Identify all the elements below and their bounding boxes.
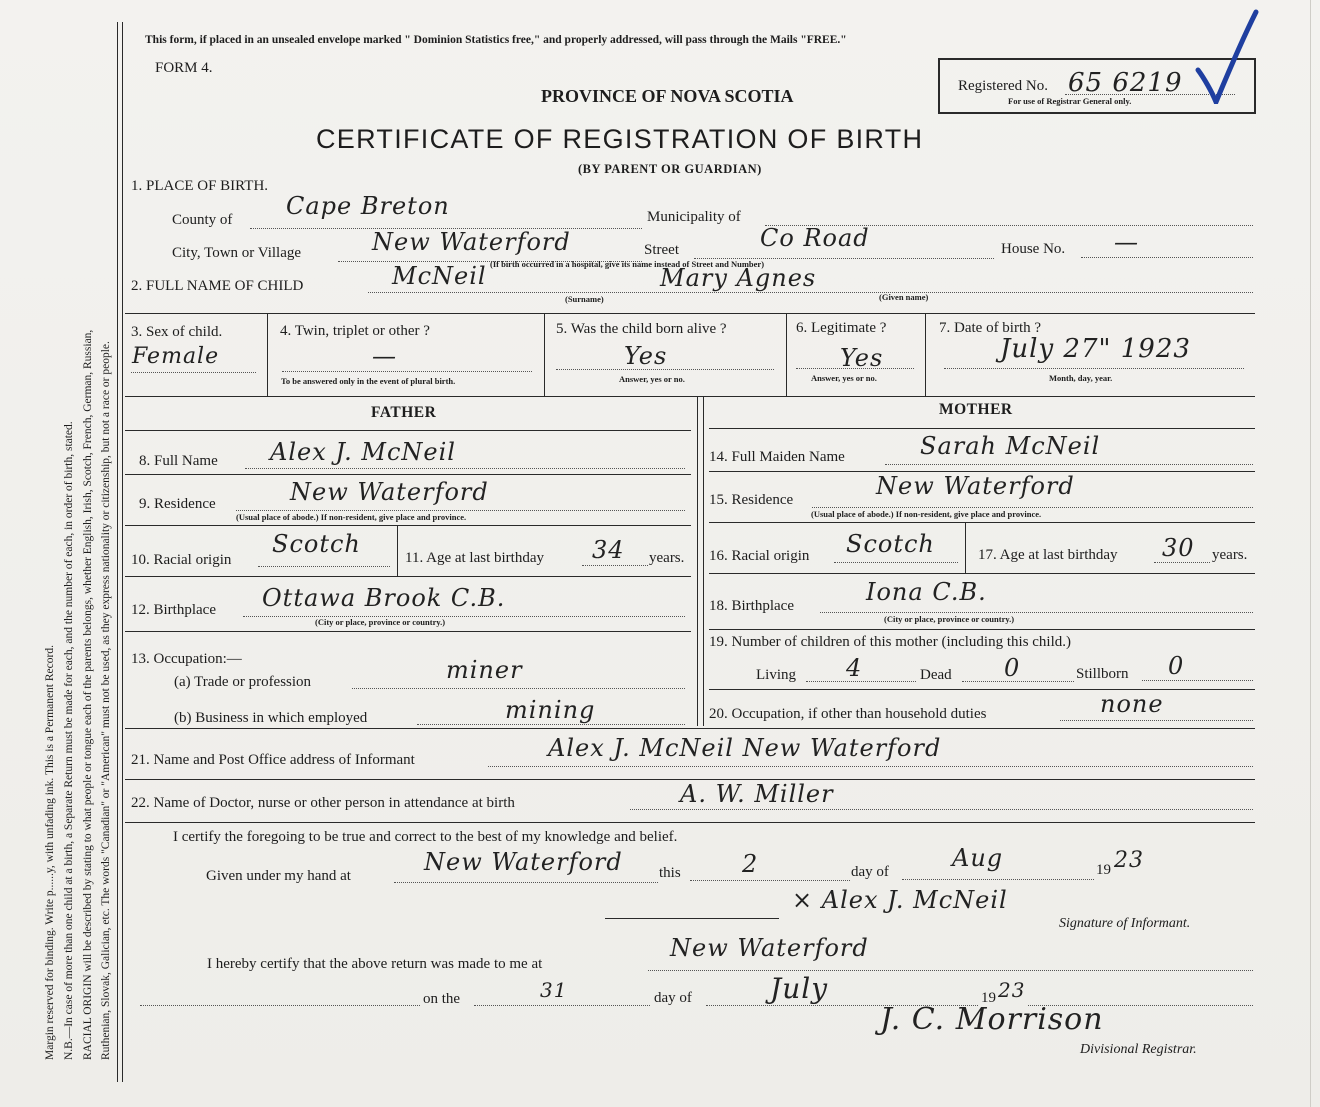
margin-racial-origin-note-cont: Ruthenian, Slovak, Galician, etc. The words "Canadian" or "American" must not be used, as they express nationality or citizenship, but not a race or people.	[100, 341, 112, 1060]
father-birthplace-value: Ottawa Brook C.B.	[262, 584, 506, 612]
doctor-label: 22. Name of Doctor, nurse or other person in attendance at birth	[131, 795, 515, 811]
mother-birthplace-line	[820, 612, 1253, 613]
given-month-line	[902, 879, 1094, 880]
given-this-label: this	[659, 865, 681, 881]
rule	[125, 822, 1255, 823]
registrar-year-value: 23	[998, 978, 1026, 1002]
registered-label: Registered No.	[958, 78, 1048, 94]
legitimate-note: Answer, yes or no.	[811, 373, 877, 383]
mother-heading: MOTHER	[939, 401, 1013, 418]
place-of-birth-label: 1. PLACE OF BIRTH.	[131, 178, 269, 194]
sex-value: Female	[132, 344, 220, 369]
mother-residence-label: 15. Residence	[709, 492, 794, 508]
registrar-caption: Divisional Registrar.	[1080, 1042, 1197, 1057]
given-year-prefix: 19	[1096, 862, 1111, 878]
rule	[125, 631, 691, 632]
sex-label: 3. Sex of child.	[131, 324, 223, 340]
date-of-birth-line	[944, 368, 1244, 369]
child-name-label: 2. FULL NAME OF CHILD	[131, 278, 304, 294]
rule	[703, 396, 704, 726]
given-name-caption: (Given name)	[879, 292, 929, 302]
rule	[125, 430, 691, 431]
county-label: County of	[172, 212, 233, 228]
margin-multiple-birth-note: N.B.—In case of more than one child at a birth, a Separate Return must be made for each, and the number of each, in order of birth, stated.	[63, 421, 75, 1060]
surname-caption: (Surname)	[565, 294, 604, 304]
rule	[709, 428, 1255, 429]
mother-racial-line	[834, 562, 958, 563]
registrar-month-value: July	[770, 972, 829, 1005]
mother-occupation-line	[1060, 720, 1253, 721]
registrar-statement: I hereby certify that the above return was made to me at	[207, 956, 543, 972]
city-label: City, Town or Village	[172, 245, 302, 261]
city-value: New Waterford	[372, 228, 571, 256]
rule	[125, 396, 1255, 397]
margin-racial-origin-note: RACIAL ORIGIN will be described by stating to what people or tongue each of the parents belongs, whether English, Irish, Scotch, French, German, Russian,	[82, 329, 94, 1060]
registrar-day-value: 31	[540, 978, 568, 1002]
father-birthplace-note: (City or place, province or country.)	[315, 617, 446, 627]
date-of-birth-value: July 27" 1923	[1000, 334, 1191, 364]
dead-label: Dead	[920, 667, 952, 683]
margin-rule	[117, 22, 118, 1082]
child-surname-value: McNeil	[392, 262, 487, 290]
given-place-line	[394, 882, 658, 883]
county-value: Cape Breton	[286, 192, 450, 220]
mother-occupation-value: none	[1100, 690, 1164, 718]
house-number-label: House No.	[1001, 241, 1066, 257]
given-day-of-label: day of	[851, 864, 889, 880]
house-number-value: —	[1114, 228, 1139, 256]
informant-value: Alex J. McNeil New Waterford	[548, 734, 942, 762]
father-trade-line	[352, 688, 685, 689]
mother-age-value: 30	[1162, 534, 1195, 562]
registrar-place-line	[648, 970, 1253, 971]
dead-value: 0	[1004, 654, 1021, 682]
given-place-value: New Waterford	[424, 848, 623, 876]
father-business-line	[417, 724, 685, 725]
legitimate-label: 6. Legitimate ?	[796, 320, 887, 336]
rule	[125, 474, 691, 475]
form-number: FORM 4.	[155, 60, 213, 76]
street-value: Co Road	[760, 224, 870, 252]
father-heading: FATHER	[371, 404, 437, 421]
municipality-label: Municipality of	[647, 209, 741, 225]
father-occupation-label: 13. Occupation:—	[131, 651, 242, 667]
born-alive-label: 5. Was the child born alive ?	[556, 321, 727, 337]
father-age-value: 34	[592, 536, 625, 564]
mail-notice: This form, if placed in an unsealed envelope marked " Dominion Statistics free," and properly addressed, will pass through the Mails "FREE."	[145, 34, 847, 46]
twin-label: 4. Twin, triplet or other ?	[280, 323, 430, 339]
mother-occupation-label: 20. Occupation, if other than household duties	[709, 706, 987, 722]
registrar-note: For use of Registrar General only.	[1008, 96, 1132, 106]
mother-birthplace-value: Iona C.B.	[866, 578, 987, 606]
doctor-value: A. W. Miller	[680, 780, 834, 808]
father-name-line	[245, 468, 685, 469]
hospital-note: (If birth occurred in a hospital, give its name instead of Street and Number)	[490, 259, 765, 269]
father-racial-line	[258, 566, 390, 567]
father-name-label: 8. Full Name	[139, 453, 218, 469]
father-birthplace-line	[243, 616, 685, 617]
twin-line	[282, 371, 532, 372]
rule	[697, 396, 698, 726]
certificate-title: CERTIFICATE OF REGISTRATION OF BIRTH	[316, 124, 924, 154]
check-mark-icon	[1190, 8, 1260, 104]
mother-name-value: Sarah McNeil	[920, 432, 1101, 460]
rule	[709, 573, 1255, 574]
twin-note: To be answered only in the event of plural birth.	[281, 376, 456, 386]
stillborn-value: 0	[1168, 652, 1185, 680]
father-trade-value: miner	[446, 656, 523, 684]
mother-years-label: years.	[1212, 547, 1248, 563]
rule	[125, 313, 1255, 314]
mother-age-line	[1154, 562, 1210, 563]
rule	[965, 522, 966, 573]
province-heading: PROVINCE OF NOVA SCOTIA	[541, 86, 794, 106]
date-of-birth-label: 7. Date of birth ?	[939, 320, 1042, 336]
child-name-line	[368, 292, 1253, 293]
registrar-year-prefix: 19	[981, 990, 996, 1006]
stillborn-line	[1142, 680, 1253, 681]
doctor-line	[630, 809, 1253, 810]
child-given-value: Mary Agnes	[660, 264, 817, 292]
father-residence-label: 9. Residence	[139, 496, 216, 512]
mother-birthplace-note: (City or place, province or country.)	[884, 614, 1015, 624]
rule	[709, 629, 1255, 630]
rule	[709, 522, 1255, 523]
father-residence-line	[236, 510, 685, 511]
stillborn-label: Stillborn	[1076, 666, 1129, 682]
registrar-place-value: New Waterford	[670, 934, 869, 962]
father-age-label: 11. Age at last birthday	[405, 550, 544, 566]
rule	[125, 576, 691, 577]
certify-statement: I certify the foregoing to be true and correct to the best of my knowledge and belief.	[173, 829, 678, 845]
father-years-label: years.	[649, 550, 685, 566]
date-of-birth-note: Month, day, year.	[1049, 373, 1113, 383]
informant-label: 21. Name and Post Office address of Informant	[131, 752, 415, 768]
rule	[786, 313, 787, 396]
born-alive-note: Answer, yes or no.	[619, 374, 685, 384]
rule	[125, 525, 691, 526]
mother-racial-value: Scotch	[846, 530, 935, 558]
registrar-day-of-label: day of	[654, 990, 692, 1006]
mother-name-label: 14. Full Maiden Name	[709, 449, 845, 465]
mother-age-label: 17. Age at last birthday	[978, 547, 1118, 563]
living-label: Living	[756, 667, 796, 683]
mother-name-line	[885, 464, 1253, 465]
registrar-signature: J. C. Morrison	[880, 1002, 1104, 1037]
mother-residence-line	[812, 507, 1253, 508]
rule	[397, 525, 398, 576]
rule	[925, 313, 926, 396]
father-residence-note: (Usual place of abode.) If non-resident, give place and province.	[236, 512, 467, 522]
rule	[709, 689, 1255, 690]
registrar-day-line	[474, 1005, 650, 1006]
informant-signature: × Alex J. McNeil	[792, 886, 1008, 914]
certificate-subtitle: (BY PARENT OR GUARDIAN)	[578, 162, 762, 176]
street-label: Street	[644, 242, 679, 258]
father-racial-label: 10. Racial origin	[131, 552, 232, 568]
father-age-line	[582, 565, 648, 566]
margin-rule-inner	[122, 22, 123, 1082]
given-label: Given under my hand at	[206, 868, 351, 884]
rule	[125, 728, 1255, 729]
registrar-on-the-label: on the	[423, 991, 461, 1007]
margin-binding-note: Margin reserved for binding. Write p......y, with unfading ink. This is a Permanent Record.	[44, 645, 56, 1060]
father-name-value: Alex J. McNeil	[270, 438, 456, 466]
children-count-label: 19. Number of children of this mother (including this child.)	[709, 634, 1072, 650]
living-value: 4	[846, 654, 863, 682]
legitimate-value: Yes	[840, 344, 884, 372]
born-alive-value: Yes	[624, 342, 668, 370]
signature-mark-line	[605, 918, 779, 919]
father-racial-value: Scotch	[272, 530, 361, 558]
rule	[267, 313, 268, 396]
father-trade-label: (a) Trade or profession	[174, 674, 312, 690]
mother-birthplace-label: 18. Birthplace	[709, 598, 794, 614]
given-year-value: 23	[1114, 848, 1144, 873]
rule	[544, 313, 545, 396]
informant-signature-caption: Signature of Informant.	[1059, 916, 1191, 931]
informant-line	[488, 766, 1253, 767]
registered-number-value: 65 6219	[1068, 68, 1183, 98]
given-day-value: 2	[742, 850, 759, 878]
given-day-line	[690, 880, 850, 881]
father-business-value: mining	[505, 696, 596, 724]
father-business-label: (b) Business in which employed	[174, 710, 368, 726]
twin-value: —	[372, 342, 397, 370]
registrar-blank-line	[140, 1005, 420, 1006]
mother-racial-label: 16. Racial origin	[709, 548, 810, 564]
sex-line	[131, 372, 256, 373]
mother-residence-value: New Waterford	[876, 472, 1075, 500]
right-edge	[1310, 0, 1311, 1107]
house-number-line	[1081, 257, 1253, 258]
father-birthplace-label: 12. Birthplace	[131, 602, 216, 618]
given-month-value: Aug	[952, 844, 1004, 872]
father-residence-value: New Waterford	[290, 478, 489, 506]
mother-residence-note: (Usual place of abode.) If non-resident, give place and province.	[811, 509, 1042, 519]
